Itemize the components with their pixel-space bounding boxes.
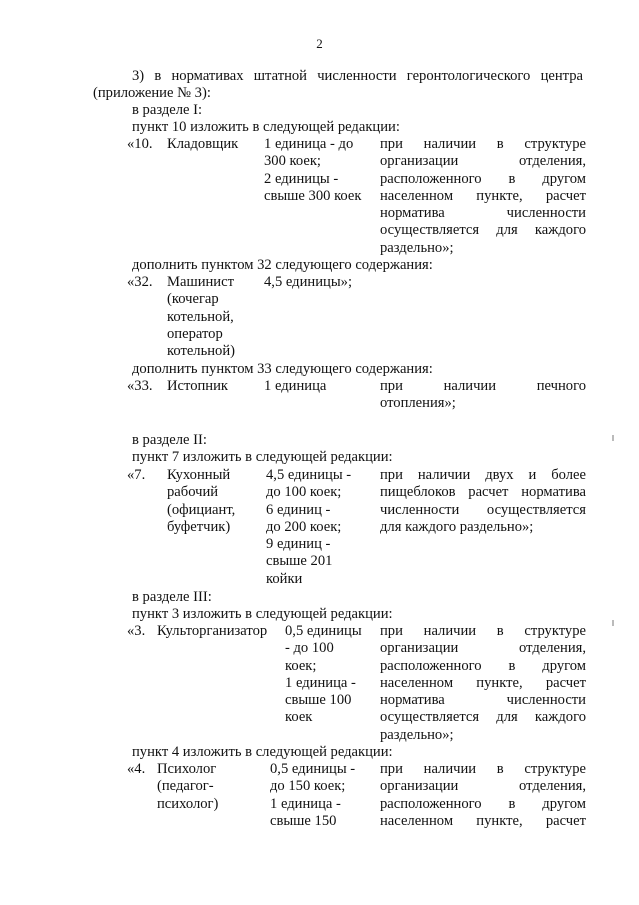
section-2-heading: в разделе II: [132, 432, 207, 448]
row-33-name: Истопник [167, 378, 229, 394]
item-10-instruction: пункт 10 изложить в следующей редакции: [132, 119, 400, 135]
item-33-instruction: дополнить пунктом 33 следующего содержания: [132, 361, 433, 377]
row-10-number: «10. [127, 136, 153, 152]
section-1-heading: в разделе I: [132, 102, 203, 118]
row-10-name: Кладовщик [167, 136, 239, 152]
scan-mark [612, 435, 614, 441]
section-3-heading: в разделе III: [132, 589, 212, 605]
item-3-instruction: пункт 3 изложить в следующей редакции: [132, 606, 393, 622]
item-7-instruction: пункт 7 изложить в следующей редакции: [132, 449, 393, 465]
row-3-note: при наличии в структуре организации отделения, расположенного в другом населенном пункте, расчет норматива численности осуществляется для каждого раздельно»; [380, 623, 586, 743]
row-33-norm: 1 единица [264, 378, 327, 394]
row-4-norm: 0,5 единицы - до 150 коек; 1 единица - свыше 150 [270, 761, 356, 829]
row-7-number: «7. [127, 467, 146, 483]
row-32-norm: 4,5 единицы»; [264, 274, 352, 290]
row-4-number: «4. [127, 761, 146, 777]
row-32-number: «32. [127, 274, 153, 290]
scan-mark [612, 620, 614, 626]
row-33-note: при наличии печного отопления»; [380, 378, 586, 412]
row-33-number: «33. [127, 378, 153, 394]
page-number: 2 [316, 36, 323, 51]
row-10-note: при наличии в структуре организации отделения, расположенного в другом населенном пункте, расчет норматива численности осуществляется для каждого раздельно»; [380, 136, 586, 256]
row-7-note: при наличии двух и более пищеблоков расчет норматива численности осуществляется для каждого раздельно»; [380, 467, 586, 535]
row-3-norm: 0,5 единицы - до 100 коек; 1 единица - свыше 100 коек [285, 623, 362, 726]
row-7-norm: 4,5 единицы - до 100 коек; 6 единиц - до 200 коек; 9 единиц - свыше 201 койки [266, 467, 352, 587]
row-4-note: при наличии в структуре организации отделения, расположенного в другом населенном пункте, расчет [380, 761, 586, 829]
row-3-number: «3. [127, 623, 146, 639]
item-4-instruction: пункт 4 изложить в следующей редакции: [132, 744, 393, 760]
item-32-instruction: дополнить пунктом 32 следующего содержания: [132, 257, 433, 273]
row-7-name: Кухонный рабочий (официант, буфетчик) [167, 467, 236, 535]
row-32-name: Машинист (кочегар котельной, оператор котельной) [167, 274, 236, 360]
row-10-norm: 1 единица - до 300 коек; 2 единицы - свыше 300 коек [264, 136, 362, 204]
intro-line-1: 3) в нормативах штатной численности геронтологического центра [132, 68, 583, 84]
row-4-name: Психолог (педагог- психолог) [157, 761, 219, 812]
intro-line-2: (приложение № 3): [93, 85, 211, 101]
row-3-name: Культорганизатор [157, 623, 268, 639]
